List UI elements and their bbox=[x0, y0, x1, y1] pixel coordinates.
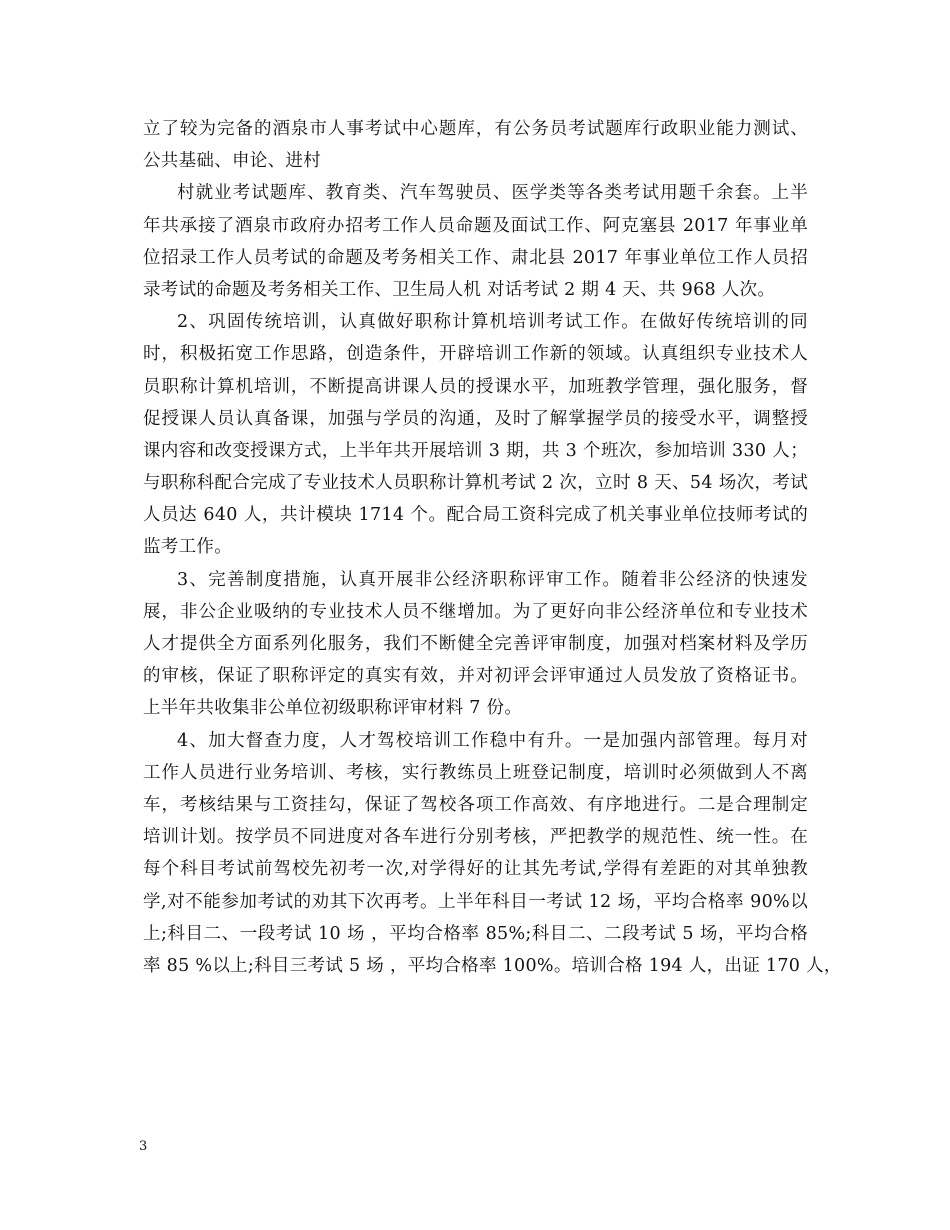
text-line-4: 年共承接了酒泉市政府办招考工作人员命题及面试工作、阿克塞县 2017 年事业单 bbox=[143, 215, 808, 236]
page-number: 3 bbox=[139, 1139, 148, 1154]
text-line-27: 率 85 %以上;科目三考试 5 场 ，平均合格率 100%。培训合格 194 人，出证 170 人， bbox=[143, 955, 842, 976]
text-line-8: 时，积极拓宽工作思路，创造条件，开辟培训工作新的领域。认真组织专业技术人 bbox=[143, 344, 808, 365]
body-text bbox=[143, 113, 842, 982]
text-line-7: 2、巩固传统培训，认真做好职称计算机培训考试工作。在做好传统培训的同 bbox=[177, 312, 808, 333]
text-line-6: 录考试的命题及考务相关工作、卫生局人机 对话考试 2 期 4 天、共 968 人次。 bbox=[143, 279, 776, 300]
text-line-19: 上半年共收集非公单位初级职称评审材料 7 份。 bbox=[143, 698, 523, 719]
text-line-17: 人才提供全方面系列化服务，我们不断健全完善评审制度，加强对档案材料及学历 bbox=[143, 634, 808, 654]
text-line-25: 学,对不能参加考试的劝其下次再考。上半年科目一考试 12 场，平均合格率 90%以 bbox=[143, 891, 808, 912]
text-line-14: 监考工作。 bbox=[143, 537, 232, 558]
text-line-12: 与职称科配合完成了专业技术人员职称计算机考试 2 次，立时 8 天、54 场次，考试 bbox=[143, 473, 808, 494]
text-line-15: 3、完善制度措施，认真开展非公经济职称评审工作。随着非公经济的快速发 bbox=[177, 569, 808, 590]
text-line-23: 培训计划。按学员不同进度对各车进行分别考核，严把教学的规范性、统一性。在 bbox=[143, 827, 808, 848]
text-line-1: 立了较为完备的酒泉市人事考试中心题库，有公务员考试题库行政职业能力测试、 bbox=[143, 119, 808, 139]
text-line-18: 的审核，保证了职称评定的真实有效，并对初评会评审通过人员发放了资格证书。 bbox=[143, 666, 808, 687]
text-line-2: 公共基础、申论、进村 bbox=[143, 151, 321, 172]
text-line-20: 4、加大督查力度，人才驾校培训工作稳中有升。一是加强内部管理。每月对 bbox=[177, 730, 808, 751]
text-line-5: 位招录工作人员考试的命题及考务相关工作、肃北县 2017 年事业单位工作人员招 bbox=[143, 247, 808, 268]
text-line-21: 工作人员进行业务培训、考核，实行教练员上班登记制度，培训时必须做到人不离 bbox=[143, 762, 808, 783]
text-line-22: 车，考核结果与工资挂勾，保证了驾校各项工作高效、有序地进行。二是合理制定 bbox=[143, 794, 808, 815]
text-line-3: 村就业考试题库、教育类、汽车驾驶员、医学类等各类考试用题千余套。上半 bbox=[177, 183, 808, 204]
text-line-24: 每个科目考试前驾校先初考一次,对学得好的让其先考试,学得有差距的对其单独教 bbox=[143, 859, 808, 880]
text-line-10: 促授课人员认真备课，加强与学员的沟通，及时了解掌握学员的接受水平，调整授 bbox=[143, 408, 808, 429]
text-line-9: 员职称计算机培训，不断提高讲课人员的授课水平，加班教学管理，强化服务，督 bbox=[143, 376, 808, 397]
text-line-13: 人员达 640 人，共计模块 1714 个。配合局工资科完成了机关事业单位技师考试的 bbox=[143, 505, 808, 526]
text-line-26: 上;科目二、一段考试 10 场 ，平均合格率 85%;科目二、二段考试 5 场，平均合格 bbox=[143, 923, 808, 944]
text-line-11: 课内容和改变授课方式，上半年共开展培训 3 期，共 3 个班次，参加培训 330 人； bbox=[143, 440, 808, 461]
text-line-16: 展，非公企业吸纳的专业技术人员不继增加。为了更好向非公经济单位和专业技术 bbox=[143, 601, 808, 622]
